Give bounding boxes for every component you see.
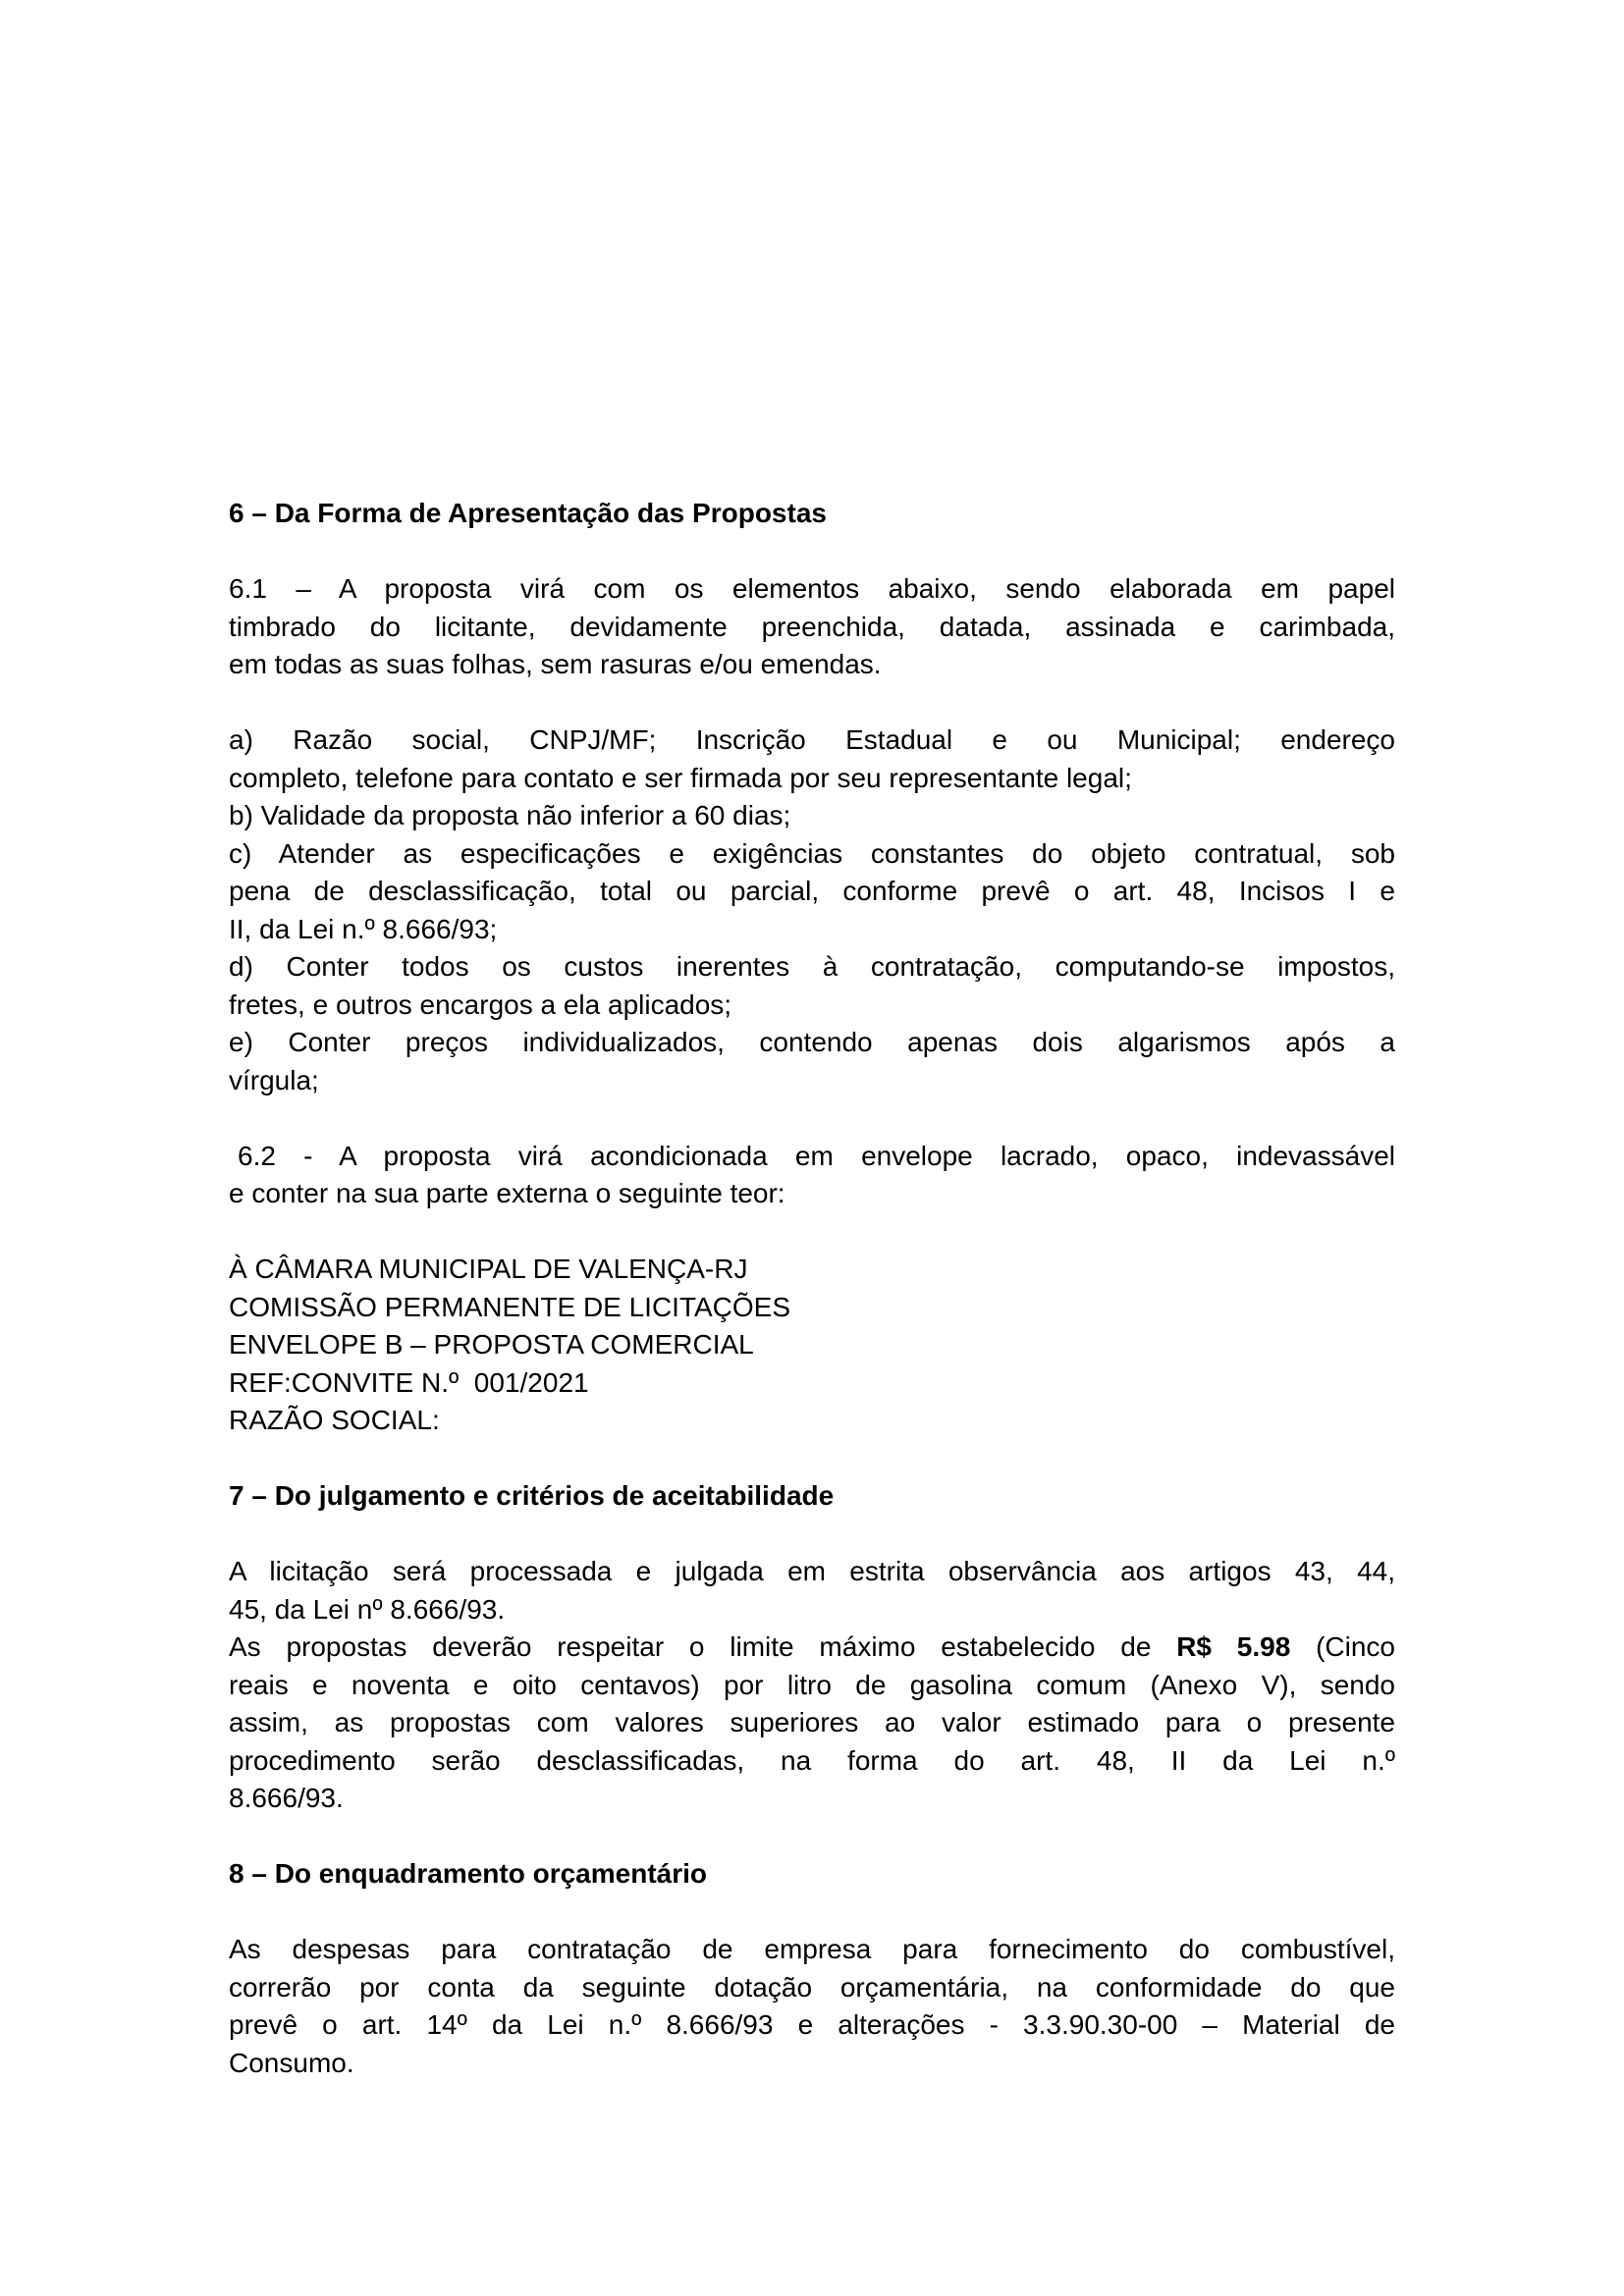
section-7-heading <box>229 1477 1395 1516</box>
envelope-recipient-line: À CÂMARA MUNICIPAL DE VALENÇA-RJ <box>229 1254 748 1284</box>
text-line: timbrado do licitante, devidamente preenchida, datada, assinada e carimbada, <box>229 611 1395 642</box>
list-item-e-line: e) Conter preços individualizados, contendo apenas dois algarismos após a <box>229 1027 1395 1057</box>
envelope-company-line: RAZÃO SOCIAL: <box>229 1405 440 1435</box>
text-line: 45, da Lei nº 8.666/93. <box>229 1593 506 1625</box>
envelope-label-block <box>229 1251 1395 1440</box>
text-segment: (Cinco <box>1290 1631 1395 1662</box>
list-item-c-line: c) Atender as especificações e exigências constantes do objeto contratual, sob <box>229 837 1395 869</box>
list-item-d-line: fretes, e outros encargos a ela aplicados; <box>229 988 732 1020</box>
text-line: As despesas para contratação de empresa para fornecimento do combustível, <box>229 1934 1395 1964</box>
text-line: procedimento serão desclassificadas, na forma do art. 48, II da Lei n.º <box>229 1744 1395 1776</box>
text-line: Consumo. <box>229 2047 354 2078</box>
paragraph-6-2 <box>229 1138 1395 1213</box>
text-line: em todas as suas folhas, sem rasuras e/ou emendas. <box>229 649 882 679</box>
proposal-requirements-list <box>229 721 1395 1099</box>
text-line: correrão por conta da seguinte dotação orçamentária, na conformidade do que <box>229 1971 1395 2002</box>
text-line: 6.2 - A proposta virá acondicionada em envelope lacrado, opaco, indevassável <box>238 1140 1395 1171</box>
list-item-d-line: d) Conter todos os custos inerentes à contratação, computando-se impostos, <box>229 951 1395 982</box>
envelope-committee-line: COMISSÃO PERMANENTE DE LICITAÇÕES <box>229 1291 791 1322</box>
paragraph-6-1 <box>229 570 1395 684</box>
text-line: 8.666/93. <box>229 1783 344 1813</box>
section-heading-text: 7 – Do julgamento e critérios de aceitabilidade <box>229 1480 835 1511</box>
list-item-c-line: pena de desclassificação, total ou parcial, conforme prevê o art. 48, Incisos I e <box>229 876 1395 906</box>
envelope-reference-line: REF:CONVITE N.º 001/2021 <box>229 1366 589 1398</box>
envelope-title-line: ENVELOPE B – PROPOSTA COMERCIAL <box>229 1329 754 1360</box>
section-heading-text: 6 – Da Forma de Apresentação das Propostas <box>229 498 827 528</box>
list-item-a-line: completo, telefone para contato e ser firmada por seu representante legal; <box>229 762 1132 793</box>
text-line: 6.1 – A proposta virá com os elementos abaixo, sendo elaborada em papel <box>229 573 1395 604</box>
section-8-paragraph <box>229 1931 1395 2082</box>
text-line: assim, as propostas com valores superiores ao valor estimado para o presente <box>229 1707 1395 1737</box>
list-item-a-line: a) Razão social, CNPJ/MF; Inscrição Estadual e ou Municipal; endereço <box>229 724 1395 755</box>
list-item-b-line: b) Validade da proposta não inferior a 60 dias; <box>229 800 791 830</box>
document-content <box>229 495 1395 2082</box>
text-line: reais e noventa e oito centavos) por litro de gasolina comum (Anexo V), sendo <box>229 1669 1395 1700</box>
text-segment: As propostas deverão respeitar o limite máximo estabelecido de <box>229 1631 1177 1662</box>
text-line: prevê o art. 14º da Lei n.º 8.666/93 e alterações - 3.3.90.30-00 – Material de <box>229 2009 1395 2040</box>
section-8-heading <box>229 1855 1395 1894</box>
text-line: A licitação será processada e julgada em estrita observância aos artigos 43, 44, <box>229 1556 1395 1586</box>
text-line <box>229 1629 1395 1667</box>
text-line: e conter na sua parte externa o seguinte teor: <box>229 1178 785 1208</box>
list-item-e-line: vírgula; <box>229 1064 319 1095</box>
max-price-value: R$ 5.98 <box>1176 1631 1291 1662</box>
section-heading-text: 8 – Do enquadramento orçamentário <box>229 1858 708 1889</box>
section-6-heading <box>229 495 1395 533</box>
section-7-paragraph <box>229 1553 1395 1818</box>
list-item-c-line: II, da Lei n.º 8.666/93; <box>229 913 498 944</box>
